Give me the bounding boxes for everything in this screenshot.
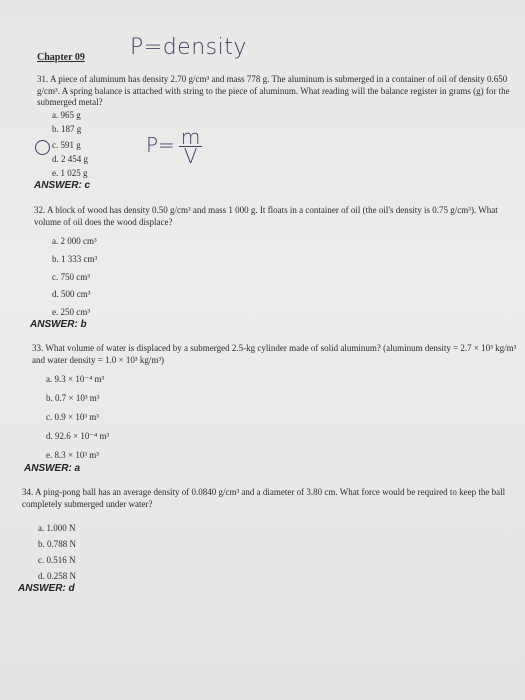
q31-answer: ANSWER: c xyxy=(34,180,91,191)
q32-option-a: a. 2 000 cm³ xyxy=(52,236,97,246)
q31-option-d: d. 2 454 g xyxy=(52,154,88,164)
q33-answer: ANSWER: a xyxy=(24,463,81,474)
q33-option-a: a. 9.3 × 10⁻⁴ m³ xyxy=(46,374,105,384)
q34-option-c: c. 0.516 N xyxy=(38,555,76,565)
q32-option-b: b. 1 333 cm³ xyxy=(52,254,98,264)
q31-option-b: b. 187 g xyxy=(52,124,82,134)
q34-option-d: d. 0.258 N xyxy=(38,571,76,581)
q32-option-e: e. 250 cm³ xyxy=(52,307,90,317)
q34-answer: ANSWER: d xyxy=(18,583,75,594)
q34-option-b: b. 0.788 N xyxy=(38,539,76,549)
q32-option-c: c. 750 cm³ xyxy=(52,272,90,282)
formula-numerator: m xyxy=(180,125,201,149)
q33-option-b: b. 0.7 × 10³ m³ xyxy=(46,393,100,403)
q33-option-c: c. 0.9 × 10³ m³ xyxy=(46,412,99,422)
formula-fraction xyxy=(179,125,202,168)
formula-lhs: P= xyxy=(146,133,175,157)
q32-option-d: d. 500 cm³ xyxy=(52,289,91,299)
q31-option-e: e. 1 025 g xyxy=(52,168,88,178)
formula-denominator: V xyxy=(183,144,198,168)
handwritten-formula xyxy=(146,125,202,168)
answer-circle-mark xyxy=(35,140,50,155)
chapter-heading: Chapter 09 xyxy=(37,52,85,63)
q34-option-a: a. 1.000 N xyxy=(38,523,76,533)
question-34-text: 34. A ping-pong ball has an average density of 0.0840 g/cm³ and a diameter of 3.80 cm. What force would be required to keep the ball completely submerged under water? xyxy=(22,487,506,509)
q32-answer: ANSWER: b xyxy=(30,319,87,330)
question-33-text: 33. What volume of water is displaced by a submerged 2.5-kg cylinder made of solid aluminum? (aluminum density = 2.7 × 10³ kg/m³ and water density = 1.0 × 10³ kg/m³) xyxy=(32,343,517,365)
q31-option-c: c. 591 g xyxy=(52,140,81,150)
question-32-text: 32. A block of wood has density 0.50 g/cm³ and mass 1 000 g. It floats in a container of oil (the oil's density is 0.75 g/cm³). What volume of oil does the wood displace? xyxy=(34,205,498,227)
handwritten-title: P=density xyxy=(130,35,247,60)
q31-option-a: a. 965 g xyxy=(52,110,81,120)
question-31-text: 31. A piece of aluminum has density 2.70 g/cm³ and mass 778 g. The aluminum is submerged in a container of oil of density 0.650 g/cm³. A spring balance is attached with string to the piece of aluminum. What reading will the balance register in grams (g) for the submerged metal? xyxy=(37,74,510,107)
q33-option-e: e. 8.3 × 10³ m³ xyxy=(46,450,99,460)
q33-option-d: d. 92.6 × 10⁻⁴ m³ xyxy=(46,431,110,441)
